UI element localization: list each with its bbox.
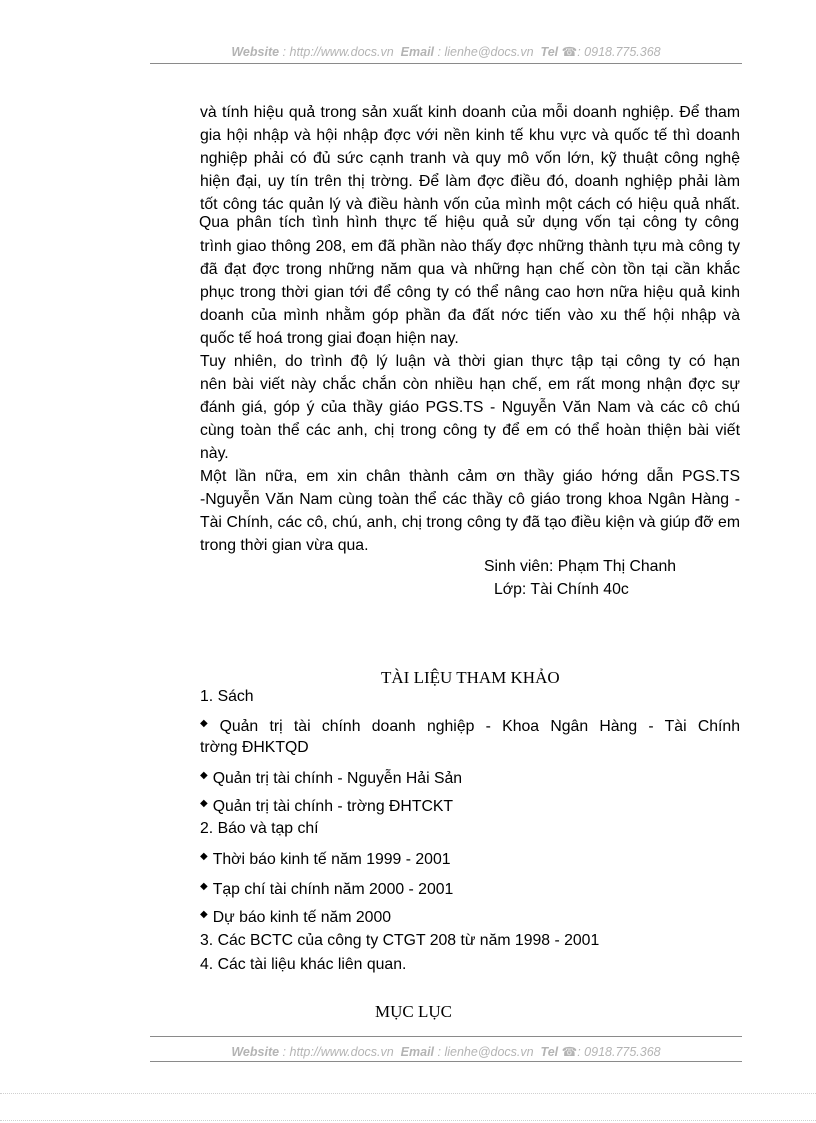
- page-edge-dots: [0, 1093, 816, 1094]
- page-footer: [150, 1044, 742, 1059]
- diamond-bullet-icon: ◆: [200, 718, 215, 729]
- student-name: Sinh viên: Phạm Thị Chanh: [484, 558, 677, 575]
- tel-label: Tel: [540, 1045, 559, 1059]
- body-line: phục trong thời gian tới để công ty có thể nâng cao hơn nữa hiệu quả kinh: [200, 284, 740, 301]
- email-label: Email: [400, 1045, 435, 1059]
- website-value[interactable]: : http://www.docs.vn: [282, 1045, 394, 1059]
- body-line: Tuy nhiên, do trình độ lý luận và thời gian thực tập tại công ty có hạn: [200, 353, 740, 370]
- email-value[interactable]: : lienhe@docs.vn: [437, 1045, 534, 1059]
- body-line: doanh của mình nhằm góp phần đa đất nớc tiến vào xu thế hội nhập và: [200, 307, 740, 324]
- body-line: gia hội nhập và hội nhập đợc với nền kinh tế khu vực và quốc tế thì doanh: [200, 127, 740, 144]
- tel-label: Tel: [540, 45, 559, 59]
- footer-rule: [150, 1036, 742, 1037]
- body-line: đánh giá, góp ý của thầy giáo PGS.TS - Nguyễn Văn Nam và các cô chú: [200, 399, 740, 416]
- diamond-bullet-icon: ◆: [200, 909, 208, 920]
- footer-bottom-rule: [150, 1061, 742, 1062]
- body-line: tốt công tác quản lý và điều hành vốn của mình một cách có hiệu quả nhất.: [200, 196, 740, 213]
- body-line: -Nguyễn Văn Nam cùng toàn thể các thầy cô giáo trong khoa Ngân Hàng -: [200, 491, 740, 508]
- body-line: này.: [200, 445, 229, 462]
- tel-value: : 0918.775.368: [577, 45, 661, 59]
- page-header: [150, 44, 742, 59]
- toc-title: MỤC LỤC: [375, 1002, 452, 1021]
- body-line: và tính hiệu quả trong sản xuất kinh doanh của mỗi doanh nghiệp. Để tham: [200, 104, 740, 121]
- website-label: Website: [231, 1045, 280, 1059]
- list-item: ◆ Quản trị tài chính doanh nghiệp - Khoa Ngân Hàng - Tài Chính: [200, 718, 740, 735]
- list-item: ◆ Dự báo kinh tế năm 2000: [200, 909, 392, 926]
- ref-section-other: 4. Các tài liệu khác liên quan.: [200, 956, 407, 973]
- header-rule: [150, 63, 742, 64]
- page-edge-dots: [0, 1120, 816, 1121]
- student-class: Lớp: Tài Chính 40c: [494, 581, 629, 598]
- body-line: trong thời gian vừa qua.: [200, 537, 369, 554]
- list-item: ◆ Quản trị tài chính - Nguyễn Hải Sản: [200, 770, 463, 787]
- list-item: ◆ Thời báo kinh tế năm 1999 - 2001: [200, 851, 451, 868]
- body-line: trình giao thông 208, em đã phần nào thấy đợc những thành tựu mà công ty: [200, 238, 740, 255]
- email-value[interactable]: : lienhe@docs.vn: [437, 45, 534, 59]
- body-line: hiện đại, uy tín trên thị trờng. Để làm đợc điều đó, doanh nghiệp phải làm: [200, 173, 740, 190]
- ref-section-books: 1. Sách: [200, 688, 254, 705]
- references-title: TÀI LIỆU THAM KHẢO: [381, 668, 560, 687]
- list-item: ◆ Quản trị tài chính - trờng ĐHTCKT: [200, 798, 454, 815]
- body-line: Qua phân tích tình hình thực tế hiệu quả sử dụng vốn tại công ty công: [199, 214, 739, 231]
- body-line: quốc tế hoá trong giai đoạn hiện nay.: [200, 330, 459, 347]
- ref-section-reports: 3. Các BCTC của công ty CTGT 208 từ năm 1998 - 2001: [200, 932, 600, 949]
- diamond-bullet-icon: ◆: [200, 881, 208, 892]
- email-label: Email: [400, 45, 435, 59]
- body-line: đã đạt đợc trong những năm qua và những hạn chế còn tồn tại cần khắc: [200, 261, 740, 278]
- ref-section-press: 2. Báo và tạp chí: [200, 820, 319, 837]
- tel-value: : 0918.775.368: [577, 1045, 661, 1059]
- body-line: nghiệp phải có đủ sức cạnh tranh và quy mô vốn lớn, kỹ thuật công nghệ: [200, 150, 740, 167]
- body-line: nên bài viết này chắc chắn còn nhiều hạn chế, em rất mong nhận đợc sự: [200, 376, 740, 393]
- body-line: Tài Chính, các cô, chú, anh, chị trong công ty đã tạo điều kiện và giúp đỡ em: [200, 514, 740, 531]
- diamond-bullet-icon: ◆: [200, 798, 208, 809]
- list-item: ◆ Tạp chí tài chính năm 2000 - 2001: [200, 881, 454, 898]
- list-item-continuation: trờng ĐHKTQD: [200, 739, 309, 756]
- phone-icon: ☎: [561, 45, 578, 59]
- phone-icon: ☎: [561, 1045, 578, 1059]
- diamond-bullet-icon: ◆: [200, 770, 208, 781]
- diamond-bullet-icon: ◆: [200, 851, 208, 862]
- body-line: cùng toàn thể các anh, chị trong công ty để em có thể hoàn thiện bài viết: [200, 422, 740, 439]
- website-value[interactable]: : http://www.docs.vn: [282, 45, 394, 59]
- body-line: Một lần nữa, em xin chân thành cảm ơn thầy giáo hớng dẫn PGS.TS: [200, 468, 740, 485]
- website-label: Website: [231, 45, 280, 59]
